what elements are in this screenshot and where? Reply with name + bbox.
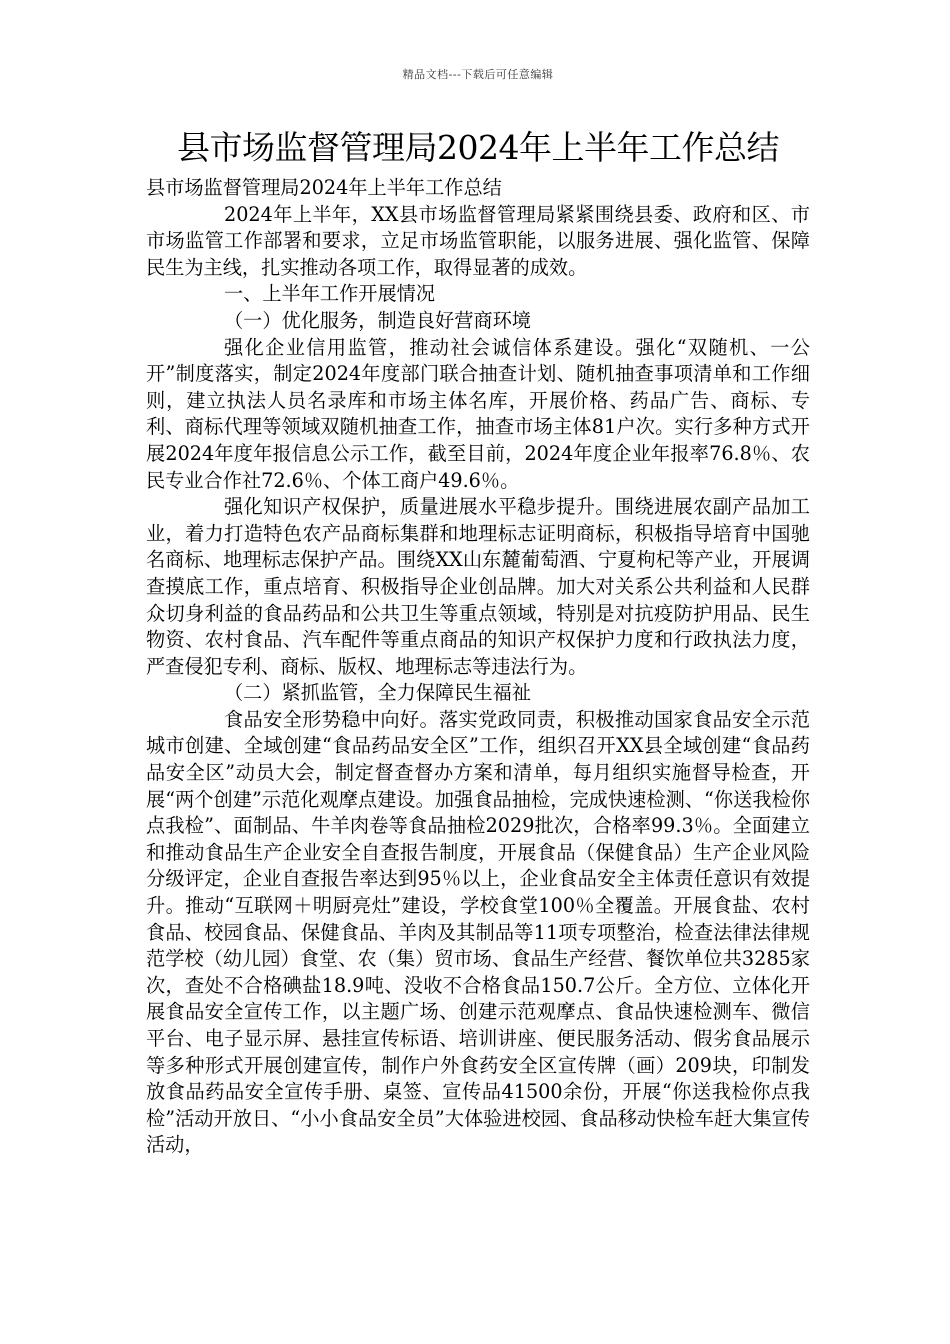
document-title: 县市场监督管理局2024年上半年工作总结: [177, 128, 779, 167]
subsection-heading-2: （二）紧抓监管，全力保障民生福祉: [224, 681, 531, 705]
subtitle-paragraph: 县市场监督管理局2024年上半年工作总结: [146, 176, 502, 199]
paragraph-food-safety: 食品安全形势稳中向好。落实党政同责，积极推动国家食品安全示范城市创建、全域创建“食品药品安全区”工作，组织召开XX县全域创建“食品药品安全区”动员大会，制定督查督办方案和清单，每月组织实施督导检查，开展“两个创建”示范化观摩点建设。加强食品抽检，完成快速检测、“你送我检你点我检”、面制品、牛羊肉卷等食品抽检2029批次，合格率99.3％。全面建立和推动食品生产企业安全自查报告制度，开展食品（保健食品）生产企业风险分级评定，企业自查报告率达到95％以上，企业食品安全主体责任意识有效提升。推动“互联网＋明厨亮灶”建设，学校食堂100％全覆盖。开展食盐、农村食品、校园食品、保健食品、羊肉及其制品等11项专项整治，检查法律法律规范学校（幼儿园）食堂、农（集）贸市场、食品生产经营、餐饮单位共3285家次，查处不合格碘盐18.9吨、没收不合格食品150.7公斤。全方位、立体化开展食品安全宣传工作，以主题广场、创建示范观摩点、食品快速检测车、微信平台、电子显示屏、悬挂宣传标语、培训讲座、便民服务活动、假劣食品展示等多种形式开展创建宣传，制作户外食药安全区宣传牌（画）209块，印制发放食品药品安全宣传手册、桌签、宣传品41500余份，开展“你送我检你点我检”活动开放日、“小小食品安全员”大体验进校园、食品移动快检车赶大集宣传活动，: [146, 707, 810, 1157]
subsection-heading-1: （一）优化服务，制造良好营商环境: [224, 308, 531, 332]
section-heading-1: 一、上半年工作开展情况: [224, 282, 436, 306]
intro-paragraph: 2024年上半年，XX县市场监督管理局紧紧围绕县委、政府和区、市市场监管工作部署和要求，立足市场监管职能，以服务进展、强化监管、保障民生为主线，扎实推动各项工作，取得显著的成效。: [146, 202, 810, 279]
document-body: [146, 175, 810, 1159]
header-note: 精品文档---下载后可任意编辑: [402, 68, 554, 81]
paragraph-credit-supervision: 强化企业信用监管，推动社会诚信体系建设。强化“双随机、一公开”制度落实，制定2024年度部门联合抽查计划、随机抽查事项清单和工作细则，建立执法人员名录库和市场主体名库，开展价格、药品广告、商标、专利、商标代理等领域双随机抽查工作，抽查市场主体81户次。实行多种方式开展2024年度年报信息公示工作，截至目前，2024年度企业年报率76.8％、农民专业合作社72.6％、个体工商户49.6％。: [146, 335, 810, 492]
paragraph-ip-protection: 强化知识产权保护，质量进展水平稳步提升。围绕进展农副产品加工业，着力打造特色农产品商标集群和地理标志证明商标，积极指导培育中国驰名商标、地理标志保护产品。围绕XX山东麓葡萄酒、宁夏枸杞等产业，开展调查摸底工作，重点培育、积极指导企业创品牌。加大对关系公共利益和人民群众切身利益的食品药品和公共卫生等重点领域，特别是对抗疫防护用品、民生物资、农村食品、汽车配件等重点商品的知识产权保护力度和行政执法力度，严查侵犯专利、商标、版权、地理标志等违法行为。: [146, 495, 810, 678]
